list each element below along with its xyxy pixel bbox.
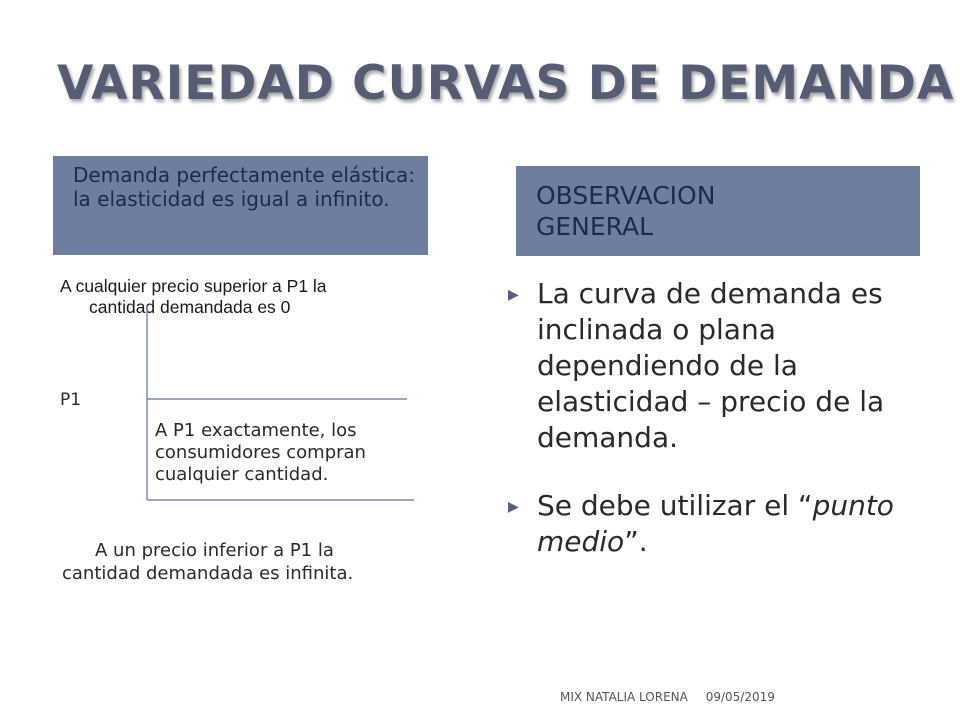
right-triangle-bullet-icon: ▶ bbox=[508, 287, 519, 303]
lower-price-note-line1: A un precio inferior a P1 la bbox=[95, 540, 334, 561]
list-item bbox=[506, 276, 906, 456]
right-header-box bbox=[516, 166, 920, 256]
upper-price-note-line2: cantidad demandada es 0 bbox=[89, 297, 291, 317]
slide-footer bbox=[560, 690, 775, 704]
right-triangle-bullet-icon: ▶ bbox=[508, 499, 519, 515]
bullet-text-2-prefix: Se debe utilizar el bbox=[537, 489, 799, 522]
right-header-text: OBSERVACION GENERAL bbox=[536, 181, 716, 241]
observation-list bbox=[506, 276, 906, 560]
lower-price-note-line2: cantidad demandada es infinita. bbox=[62, 563, 354, 584]
bullet-text-2-quote-close: ”. bbox=[624, 525, 648, 558]
list-item bbox=[506, 488, 906, 560]
footer-author: MIX NATALIA LORENA bbox=[560, 690, 688, 704]
bullet-text-2-quote-open: “ bbox=[798, 489, 813, 522]
p1-label: P1 bbox=[60, 390, 82, 410]
p1-note: A P1 exactamente, los consumidores compran cualquier cantidad. bbox=[155, 420, 366, 485]
slide-title: VARIEDAD CURVAS DE DEMANDA bbox=[57, 56, 955, 111]
left-header-text: Demanda perfectamente elástica: la elasticidad es igual a infinito. bbox=[73, 163, 415, 211]
lower-price-note bbox=[62, 539, 482, 585]
left-header-box bbox=[53, 156, 428, 255]
bullet-text-2-emphasis: punto medio bbox=[537, 489, 894, 558]
upper-price-note-line1: A cualquier precio superior a P1 la bbox=[60, 276, 327, 296]
bullet-text-1: La curva de demanda es inclinada o plana dependiendo de la elasticidad – precio de la demanda. bbox=[537, 277, 885, 454]
upper-price-note bbox=[60, 276, 480, 318]
footer-date: 09/05/2019 bbox=[705, 690, 775, 704]
